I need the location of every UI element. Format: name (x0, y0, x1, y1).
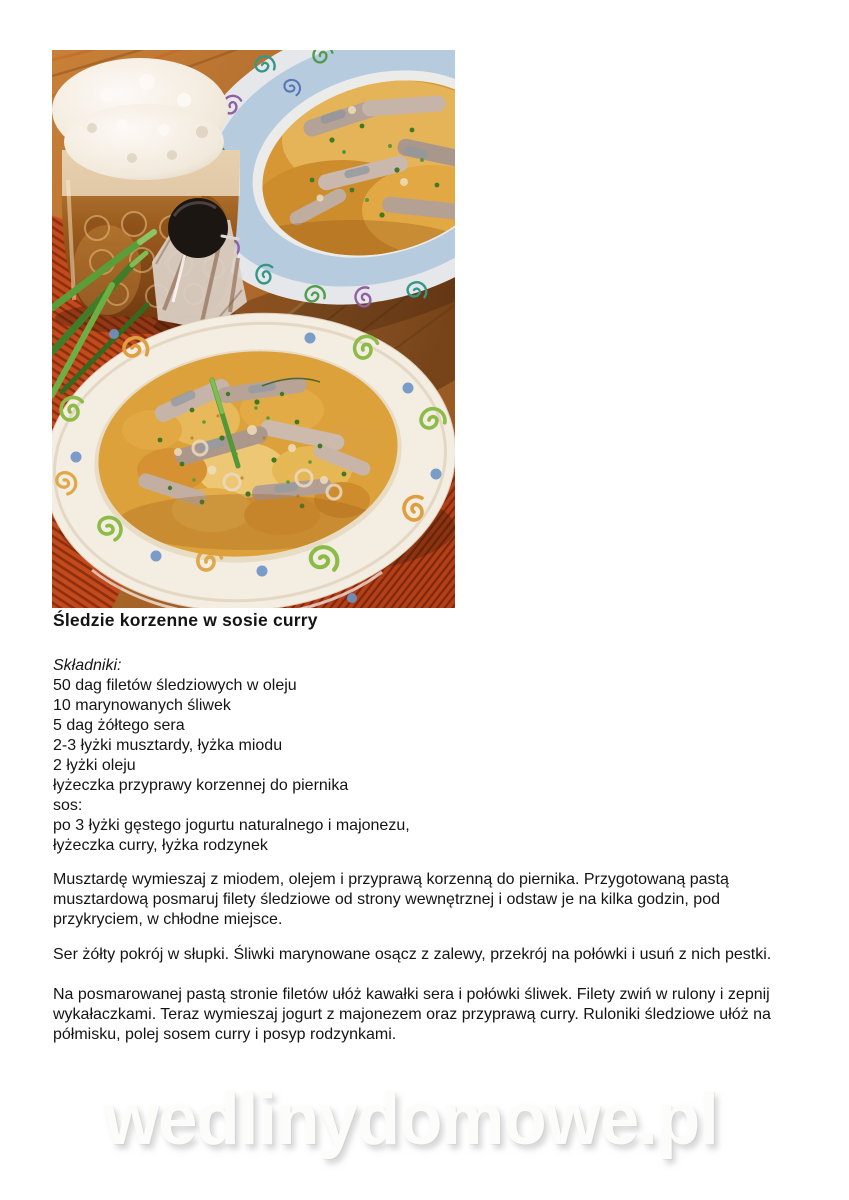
instruction-paragraph: Ser żółty pokrój w słupki. Śliwki marynowane osącz z zalewy, przekrój na połówki i usuń z nich pestki. (53, 946, 772, 963)
watermark: wedlinydomowe.pl (104, 1079, 718, 1160)
ingredient-line: po 3 łyżki gęstego jogurtu naturalnego i majonezu, (53, 817, 410, 834)
ingredient-line: 2-3 łyżki musztardy, łyżka miodu (53, 737, 283, 754)
ingredient-line: sos: (53, 797, 83, 814)
recipe-title: Śledzie korzenne w sosie curry (53, 610, 318, 630)
ingredient-line: 50 dag filetów śledziowych w oleju (53, 677, 297, 694)
ingredients-section (53, 656, 805, 856)
ingredient-line: 10 marynowanych śliwek (53, 697, 231, 714)
ingredient-line: łyżeczka przyprawy korzennej do piernika (53, 777, 349, 794)
ingredient-line: 2 łyżki oleju (53, 757, 136, 774)
instruction-paragraph: Na posmarowanej pastą stronie filetów ułóż kawałki sera i połówki śliwek. Filety zwiń w rulony i zepnij wykałaczkami. Teraz wymieszaj jogurt z majonezem oraz przyprawą curry. Ruloniki śledziowe ułóż na półmisku, polej sosem curry i posyp rodzynkami. (53, 986, 771, 1043)
recipe-text-block (53, 609, 805, 1045)
instruction-paragraph: Musztardę wymieszaj z miodem, olejem i przyprawą korzenną do piernika. Przygotowaną pastą musztardową posmaruj filety śledziowe od strony wewnętrznej i odstaw je na kilka godzin, pod przykryciem, w chłodne miejsce. (53, 871, 729, 928)
ingredient-line: 5 dag żółtego sera (53, 717, 185, 734)
ingredients-header: Składniki: (53, 657, 122, 674)
herring-dish-photo-illustration (52, 50, 455, 608)
ingredient-line: łyżeczka curry, łyżka rodzynek (53, 837, 268, 854)
recipe-photo (52, 50, 455, 608)
